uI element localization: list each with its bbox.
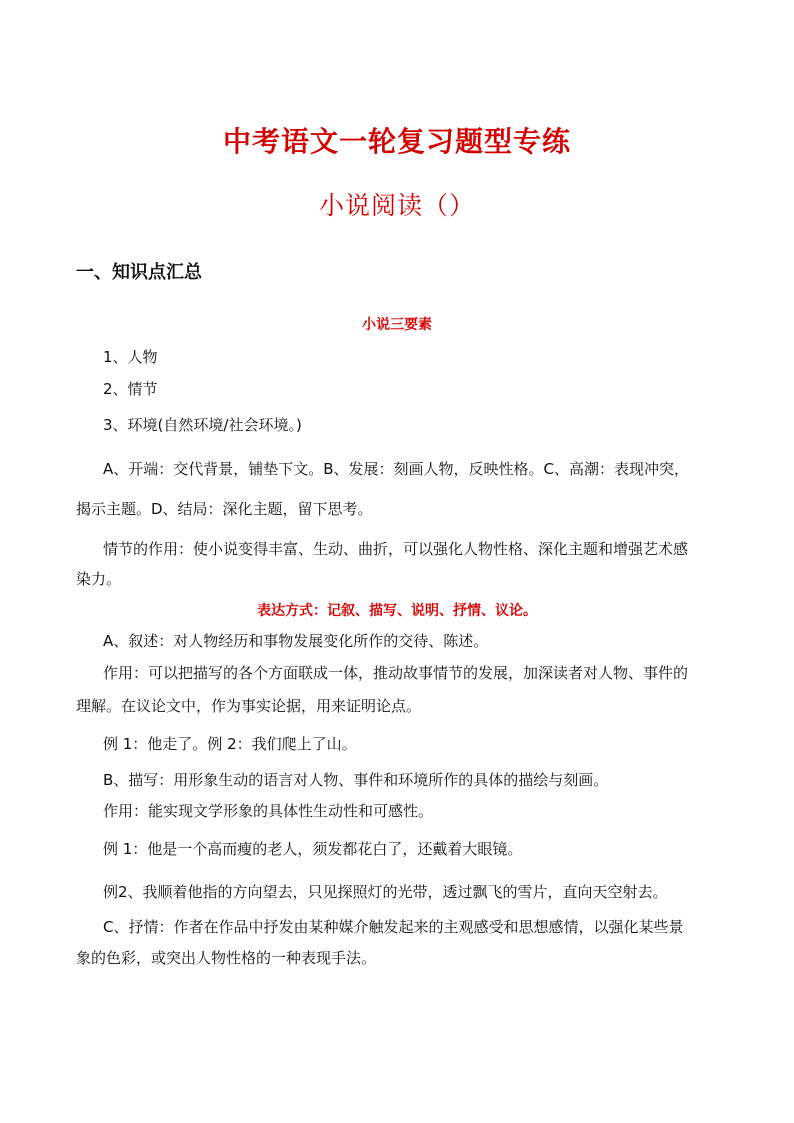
- narration-example: 例 1：他走了。例 2：我们爬上了山。: [103, 735, 357, 753]
- document-title: 中考语文一轮复习题型专练: [222, 125, 571, 158]
- plot-effect-line-1: 情节的作用：使小说变得丰富、生动、曲折，可以强化人物性格、深化主题和增强艺术感: [103, 540, 689, 558]
- document-subtitle: 小说阅读（）: [318, 191, 475, 220]
- elements-heading: 小说三要素: [362, 317, 432, 333]
- element-item-environment: 3、环境(自然环境/社会环境。): [103, 416, 302, 434]
- narration-definition: A、叙述：对人物经历和事物发展变化所作的交待、陈述。: [103, 632, 489, 650]
- plot-stages-line-1: A、开端：交代背景，铺垫下文。B、发展：刻画人物，反映性格。C、高潮：表现冲突，: [103, 460, 690, 478]
- description-definition: B、描写：用形象生动的语言对人物、事件和环境所作的具体的描绘与刻画。: [103, 771, 609, 789]
- element-item-character: 1、人物: [103, 348, 158, 366]
- description-example-2: 例2、我顺着他指的方向望去，只见探照灯的光带，透过飘飞的雪片，直向天空射去。: [103, 883, 668, 901]
- element-item-plot: 2、情节: [103, 380, 158, 398]
- plot-effect-line-2: 染力。: [76, 570, 122, 588]
- description-example-1: 例 1：他是一个高而瘦的老人，须发都花白了，还戴着大眼镜。: [103, 840, 523, 858]
- description-effect: 作用：能实现文学形象的具体性生动性和可感性。: [103, 802, 434, 820]
- expression-heading: 表达方式：记叙、描写、说明、抒情、议论。: [257, 603, 537, 619]
- lyric-definition-line-2: 象的色彩，或突出人物性格的一种表现手法。: [76, 949, 377, 967]
- plot-stages-line-2: 揭示主题。D、结局：深化主题，留下思考。: [76, 500, 373, 518]
- narration-effect-line-1: 作用：可以把描写的各个方面联成一体，推动故事情节的发展，加深读者对人物、事件的: [103, 664, 689, 682]
- narration-effect-line-2: 理解。在议论文中，作为事实论据，用来证明论点。: [76, 697, 422, 715]
- lyric-definition-line-1: C、抒情：作者在作品中抒发由某种媒介触发起来的主观感受和思想感情，以强化某些景: [103, 918, 684, 936]
- section-heading: 一、知识点汇总: [76, 262, 202, 283]
